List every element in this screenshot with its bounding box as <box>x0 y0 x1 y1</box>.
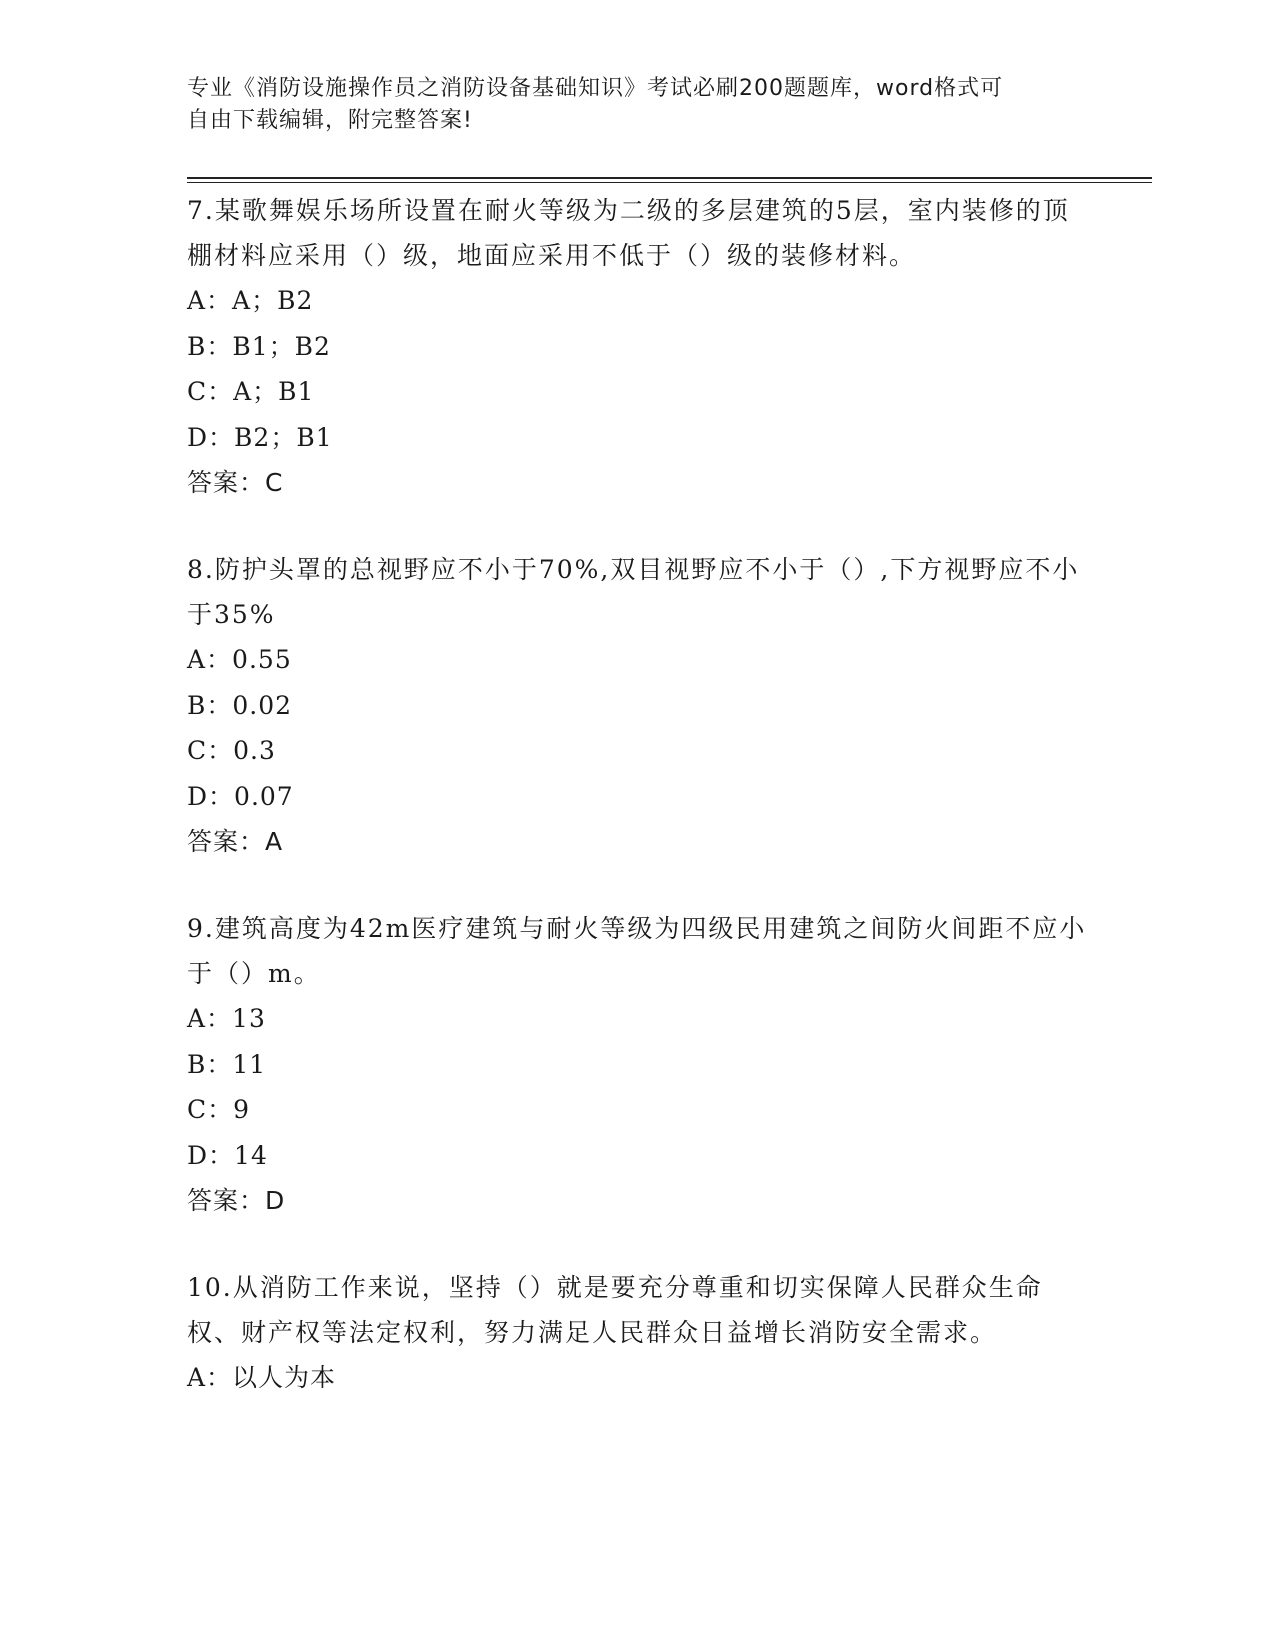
header-divider-thick <box>187 177 1152 179</box>
header-line-2: 自由下载编辑，附完整答案! <box>187 108 473 133</box>
option-c: C：9 <box>187 1095 251 1124</box>
option-a: A：以人为本 <box>187 1363 337 1392</box>
option-b: B：B1；B2 <box>187 331 331 361</box>
option-c: C：A；B1 <box>187 377 315 406</box>
question-10 <box>187 1265 1087 1401</box>
question-9 <box>187 906 1087 1223</box>
question-list <box>187 188 1087 1443</box>
question-7 <box>187 188 1087 505</box>
question-stem: 8.防护头罩的总视野应不小于70%,双目视野应不小于（）,下方视野应不小于35% <box>187 555 1080 629</box>
question-stem: 7.某歌舞娱乐场所设置在耐火等级为二级的多层建筑的5层，室内装修的顶棚材料应采用（）级，地面应采用不低于（）级的装修材料。 <box>187 196 1070 270</box>
option-d: D：0.07 <box>187 781 294 811</box>
option-a: A：13 <box>187 1004 266 1033</box>
option-b: B：0.02 <box>187 690 293 720</box>
option-d: D：B2；B1 <box>187 422 333 452</box>
option-a: A：A；B2 <box>187 286 314 315</box>
answer-label: 答案：C <box>187 468 284 497</box>
header-line-1: 专业《消防设施操作员之消防设备基础知识》考试必刷200题题库，word格式可 <box>187 76 1004 101</box>
header-divider-thin <box>187 182 1152 183</box>
question-stem: 9.建筑高度为42m医疗建筑与耐火等级为四级民用建筑之间防火间距不应小于（）m。 <box>187 914 1087 988</box>
option-d: D：14 <box>187 1140 268 1170</box>
question-stem: 10.从消防工作来说，坚持（）就是要充分尊重和切实保障人民群众生命权、财产权等法定权利，努力满足人民群众日益增长消防安全需求。 <box>187 1273 1043 1347</box>
answer-label: 答案：D <box>187 1186 286 1215</box>
option-a: A：0.55 <box>187 645 292 674</box>
document-header <box>187 73 1067 137</box>
question-8 <box>187 547 1087 864</box>
option-c: C：0.3 <box>187 736 276 765</box>
option-b: B：11 <box>187 1049 267 1079</box>
answer-label: 答案：A <box>187 827 284 856</box>
